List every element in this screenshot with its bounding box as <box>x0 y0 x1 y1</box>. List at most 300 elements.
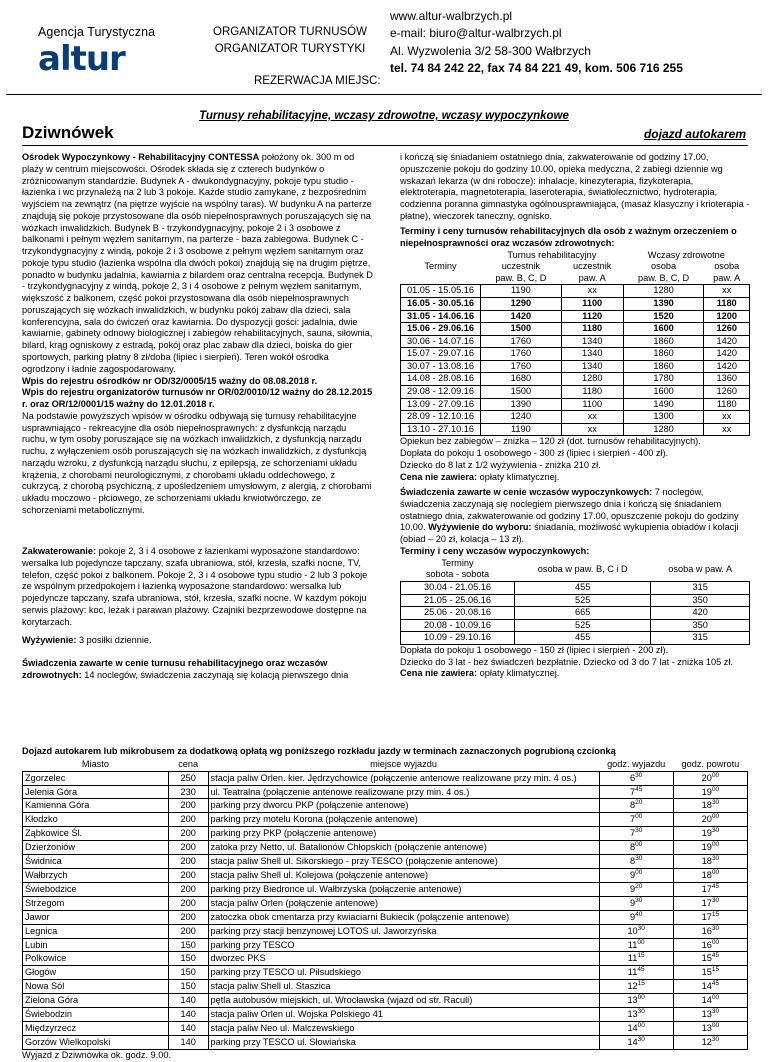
city-cell: Głogów <box>23 966 169 980</box>
price-cell: 1340 <box>561 335 623 348</box>
offer-subtitle: Turnusy rehabilitacyjne, wczasy zdrowotne, wczasy wypoczynkowe <box>199 110 569 122</box>
departure-hour: 8 <box>630 856 636 867</box>
price-cell: 315 <box>651 581 750 594</box>
return-minute: 30 <box>711 799 720 807</box>
holiday-services-section <box>400 487 750 546</box>
term-cell: 21.05 - 25.06.16 <box>401 594 515 607</box>
price-cell: 1200 <box>704 310 750 323</box>
schedule-title: Dojazd autokarem lub mikrobusem za dodatkową opłatą wg poniższego rozkładu jazdy w terminach zaznaczonych pogrubioną czcionką <box>22 746 616 756</box>
price-cell: 1340 <box>561 348 623 361</box>
place-cell: stacja paliw Orlen ul. Wojska Polskiego 41 <box>208 1008 599 1022</box>
rehab-prices-title: Terminy i ceny turnusów rehabilitacyjnych dla osób z ważnym orzeczeniem o niepełnosprawności oraz wczasów zdrowotnych: <box>400 226 737 248</box>
departure-cell <box>599 994 673 1008</box>
price-cell: 1280 <box>561 373 623 386</box>
departure-minute: 15 <box>637 952 645 960</box>
price-cell: 1760 <box>481 335 562 348</box>
price-cell: 1180 <box>704 297 750 310</box>
rehab-prices-section <box>400 226 750 484</box>
departure-minute: 15 <box>637 980 645 988</box>
return-minute: 30 <box>711 827 720 835</box>
price-cell: 1190 <box>481 423 562 436</box>
departure-cell <box>599 952 673 966</box>
transport-label: dojazd autokarem <box>643 127 746 141</box>
rehab-note-1: Opiekun bez zabiegów – zniżka – 120 zł (dot. turnusów rehabilitacyjnych). <box>400 436 701 447</box>
return-cell <box>673 1035 747 1049</box>
holiday-note-3-text: opłaty klimatycznej. <box>477 668 560 679</box>
price-cell: 1780 <box>623 373 704 386</box>
table-row <box>401 411 750 424</box>
departure-cell <box>599 980 673 994</box>
place-cell: stacja paliw Orlen (połączenie antenowe) <box>208 896 599 910</box>
price-cell: 1760 <box>481 360 562 373</box>
header-departure: godz. wyjazdu <box>607 758 666 769</box>
resort-intro-text: położony ok. 300 m od plaży w centrum miejscowości. Ośrodek składa się z czterech budynków o zróżnicowanym standardzie. Budynek A - dwukondygnacyjny, pokoje typu studio - łazienka i wc przynależą na 2 lub 3 pokoje. Każde studio zamykane, z bezpośrednim wyjściem na zewnątrz (na piętrze wyjście na wspólny taras). W budynku A na parterze znajdują się pokoje przystosowane dla osób niepełnosprawnych poruszających się na wózkach inwalidzkich. Budynek B - trzykondygnacyjny, pokoje 2 i 3 osobowe z balkonami i pełnym węzłem sanitarnym, na parterze - baza zabiegowa. Budynek C - trzykondygnacyjny z windą, pokoje 2 i 3 osobowe z pełnym węzłem sanitarnym oraz pokoje typu studio (łazienka wspólna dla dwóch pokoi) znajdują się na drugim piętrze, ponadto w budynku jadalnia, kawiarnia z bilardem oraz centralna recepcja. Budynek D - trzykondygnacyjny z windą, pokoje 2, 3 i 4 osobowe z pełnym węzłem sanitarnym, większość z balkonem, część pokoi przystosowana dla osób niepełnosprawnych poruszających się wózkach inwalidzkich, w budynku pokój zabaw dla dzieci, sala konferencyjna, sala do ćwiczeń oraz kawiarnia. Do dyspozycji gości: jadalnia, dwie kawiarnie, gabinety odnowy biologicznej i zabiegów rehabilitacyjnych, sauna, siłownia, bilard, krąg ogniskowy z estradą, pokój oraz plac zabaw dla dzieci, boiska do gier sportowych, parking płatny 8 zł/doba (lipiec i sierpień). Teren wokół ośrodka ogrodzony i ładnie zagospodarowany. <box>22 152 373 374</box>
departure-cell <box>599 827 673 841</box>
departure-minute: 30 <box>635 827 643 835</box>
price-cell: 200 <box>168 910 208 924</box>
return-note: Wyjazd z Dziwnówka ok. godz. 9.00. <box>22 1049 172 1060</box>
departure-hour: 13 <box>627 1009 638 1020</box>
table-row <box>401 386 750 399</box>
table-row <box>401 285 750 298</box>
city-cell: Polkowice <box>23 952 169 966</box>
departure-minute: 00 <box>637 994 645 1002</box>
table-row <box>401 360 750 373</box>
price-cell: 1680 <box>481 373 562 386</box>
table-row <box>23 813 748 827</box>
departure-hour: 10 <box>627 925 638 936</box>
table-row <box>23 1021 748 1035</box>
price-cell: 1260 <box>704 323 750 336</box>
return-cell <box>673 1008 747 1022</box>
term-cell: 30.07 - 13.08.16 <box>401 360 481 373</box>
departure-hour: 7 <box>630 828 636 839</box>
departure-cell <box>599 910 673 924</box>
return-minute: 45 <box>711 980 720 988</box>
price-cell: 1340 <box>561 360 623 373</box>
return-hour: 18 <box>701 870 712 881</box>
return-minute: 30 <box>711 855 720 863</box>
phone-numbers: tel. 74 84 242 22, fax 74 84 221 49, kom. 506 716 255 <box>390 61 683 76</box>
rehab-services-text: 14 noclegów, świadczenia zaczynają się kolacją pierwszego dnia <box>81 669 349 680</box>
price-cell: 1290 <box>481 297 562 310</box>
logo-agency-text: Agencja Turystyczna <box>38 25 156 39</box>
table-row <box>23 785 748 799</box>
place-cell: parking przy TESCO ul. Piłsudskiego <box>208 966 599 980</box>
term-cell: 29.08 - 12.09.16 <box>401 386 481 399</box>
return-minute: 00 <box>711 785 720 793</box>
price-cell: 350 <box>651 594 750 607</box>
registry-entry-1: Wpis do rejestru ośrodków nr OD/32/0005/15 ważny do 08.08.2018 r. <box>22 375 318 386</box>
header-col1-b: paw. B, C, D <box>495 272 547 283</box>
return-minute: 15 <box>711 966 720 974</box>
departure-hour: 7 <box>630 786 636 797</box>
city-cell: Kamienna Góra <box>23 799 169 813</box>
table-row <box>23 1035 748 1049</box>
table-row <box>23 1008 748 1022</box>
header-health: Wczasy zdrowotne <box>647 249 725 260</box>
departure-minute: 00 <box>637 1021 645 1029</box>
return-minute: 00 <box>711 1021 720 1029</box>
table-row <box>401 398 750 411</box>
return-minute: 45 <box>711 952 720 960</box>
return-cell <box>673 869 747 883</box>
return-hour: 17 <box>701 897 712 908</box>
price-cell: 1120 <box>561 310 623 323</box>
return-minute: 30 <box>711 896 720 904</box>
resort-name: Ośrodek Wypoczynkowy - Rehabilitacyjny CONTESSA <box>22 152 260 162</box>
table-row <box>401 619 750 632</box>
organizer-line-1: ORGANIZATOR TURNUSÓW <box>213 26 367 38</box>
term-cell: 30.06 - 14.07.16 <box>401 335 481 348</box>
table-row <box>23 896 748 910</box>
departure-minute: 30 <box>635 771 643 779</box>
return-cell <box>673 938 747 952</box>
departure-hour: 13 <box>627 995 638 1006</box>
departure-hour: 9 <box>630 870 636 881</box>
city-cell: Zielona Góra <box>23 994 169 1008</box>
return-hour: 14 <box>701 995 712 1006</box>
departure-cell <box>599 924 673 938</box>
table-row <box>401 581 750 594</box>
header-divider <box>6 94 762 95</box>
organizer-line-2: ORGANIZATOR TURYSTYKI <box>214 42 366 55</box>
departure-minute: 40 <box>635 910 643 918</box>
price-cell: 140 <box>168 1008 208 1022</box>
price-cell: 1860 <box>623 348 704 361</box>
accommodation-text: pokoje 2, 3 i 4 osobowe z łazienkami wyposażone standardowo: wersalka lub pojedyncze tapczany, szafa ubraniowa, stół, krzesła, szafki nocne, TV, telefon, część pokoi z balkonem. Pokoje 2, 3 i 4 osobowe typu studio - 2 lub 3 pokoje ze wspólnym przedpokojem i łazienką wyposażone standardowo: wersalka lub pojedyncze tapczany, szafa ubraniowa, stół, krzesła, szafki nocne. W każdym pokoju serwis plażowy: koc, leżak i parawan plażowy. Czajniki bezprzewodowe dostępne na korytarzach. <box>22 546 368 627</box>
departure-hour: 8 <box>630 800 636 811</box>
price-cell: 1490 <box>623 398 704 411</box>
departure-cell <box>599 896 673 910</box>
return-cell <box>673 952 747 966</box>
return-hour: 13 <box>701 1009 712 1020</box>
price-cell: 1420 <box>704 348 750 361</box>
contact-info <box>390 8 683 78</box>
price-cell: xx <box>704 423 750 436</box>
return-cell <box>673 994 747 1008</box>
departure-cell <box>599 841 673 855</box>
place-cell: stacja paliw Shell ul. Staszica <box>208 980 599 994</box>
header-col4-a: osoba <box>714 261 740 272</box>
table-row <box>23 938 748 952</box>
term-cell: 01.05 - 15.05.16 <box>401 285 481 298</box>
price-cell: 140 <box>168 1035 208 1049</box>
price-cell: 1190 <box>481 285 562 298</box>
return-cell <box>673 1021 747 1035</box>
price-cell: 1360 <box>704 373 750 386</box>
place-cell: parking przy stacji benzynowej LOTOS ul. Jaworzyńska <box>208 924 599 938</box>
price-cell: 140 <box>168 994 208 1008</box>
price-cell: 525 <box>515 619 651 632</box>
price-cell: 1860 <box>623 335 704 348</box>
departure-cell <box>599 855 673 869</box>
table-row <box>23 869 748 883</box>
table-row <box>23 980 748 994</box>
departure-hour: 14 <box>627 1036 638 1047</box>
header-place: miejsce wyjazdu <box>370 758 437 769</box>
return-hour: 19 <box>701 842 712 853</box>
return-cell <box>673 980 747 994</box>
return-hour: 16 <box>701 939 712 950</box>
return-minute: 00 <box>711 813 720 821</box>
bus-schedule-section <box>22 746 752 1062</box>
header-price: cena <box>178 758 199 769</box>
place-cell: ul. Teatralna (połączenie antenowe realizowane przy min. 4 os.) <box>208 785 599 799</box>
accommodation-label: Zakwaterowanie: <box>22 546 97 556</box>
return-hour: 15 <box>701 967 712 978</box>
departure-cell <box>599 1035 673 1049</box>
price-cell: 1500 <box>481 323 562 336</box>
return-hour: 17 <box>701 911 712 922</box>
email-link[interactable]: e-mail: biuro@altur-walbrzych.pl <box>390 26 562 41</box>
place-cell: parking przy TESCO <box>208 938 599 952</box>
departure-minute: 00 <box>635 869 643 877</box>
price-cell: 455 <box>515 581 651 594</box>
departure-cell <box>599 869 673 883</box>
place-cell: zatoka przy Netto, ul. Batalionów Chłopskich (połączenie antenowe) <box>208 841 599 855</box>
table-row <box>23 799 748 813</box>
return-hour: 20 <box>701 772 712 783</box>
departure-minute: 00 <box>635 841 643 849</box>
table-row <box>401 373 750 386</box>
return-hour: 14 <box>701 981 712 992</box>
accommodation-section <box>22 546 374 628</box>
city-cell: Wałbrzych <box>23 869 169 883</box>
price-cell: 250 <box>168 771 208 785</box>
holiday-price-table <box>400 558 750 645</box>
website-link[interactable]: www.altur-walbrzych.pl <box>390 9 513 23</box>
return-cell <box>673 813 747 827</box>
price-cell: xx <box>561 423 623 436</box>
price-cell: 1390 <box>481 398 562 411</box>
term-cell: 28.09 - 12.10.16 <box>401 411 481 424</box>
rehab-services-cont-text: i kończą się śniadaniem ostatniego dnia, zakwaterowanie od godziny 17.00, opuszczenie pokoju do godziny 10.00, opieka medyczna, 2 zabiegi dziennie wg wskazań lekarza (w dni robocze): inhalacje, kinezyterapia, fizykoterapia, elektroterapia, magnetoterapia, laseroterapia, światłolecznictwo, hydroterapia, codzienna poranna gimnastyka ogólnousprawniająca, (masaż klasyczny i krioterapia - płatne), wieczorek taneczny, ognisko. <box>400 152 750 221</box>
departure-cell <box>599 785 673 799</box>
return-hour: 17 <box>701 883 712 894</box>
header-city: Miasto <box>81 758 109 769</box>
return-cell <box>673 910 747 924</box>
price-cell: 1240 <box>481 411 562 424</box>
term-cell: 30.04 - 21.05.16 <box>401 581 515 594</box>
term-cell: 15.06 - 29.06.16 <box>401 323 481 336</box>
price-cell: 1280 <box>623 285 704 298</box>
price-cell: 150 <box>168 938 208 952</box>
header-a: osoba w paw. A <box>668 563 733 574</box>
price-cell: 1420 <box>704 360 750 373</box>
meals-label: Wyżywienie: <box>22 635 77 645</box>
price-cell: 200 <box>168 882 208 896</box>
table-row <box>23 855 748 869</box>
destination-title: Dziwnówek <box>22 123 114 142</box>
term-cell: 13.09 - 27.09.16 <box>401 398 481 411</box>
return-cell <box>673 966 747 980</box>
term-cell: 14.08 - 28.08.16 <box>401 373 481 386</box>
table-row <box>23 771 748 785</box>
return-minute: 00 <box>711 938 720 946</box>
price-cell: 1180 <box>561 386 623 399</box>
departure-hour: 9 <box>630 911 636 922</box>
return-hour: 18 <box>701 856 712 867</box>
table-row <box>401 423 750 436</box>
city-cell: Lubin <box>23 938 169 952</box>
departure-hour: 11 <box>627 967 638 978</box>
price-cell: 1760 <box>481 348 562 361</box>
price-cell: 1100 <box>561 398 623 411</box>
price-cell: 150 <box>168 966 208 980</box>
header-terms <box>401 558 515 582</box>
meals-text: 3 posiłki dziennie. <box>76 635 152 645</box>
city-cell: Zgorzelec <box>23 771 169 785</box>
rehab-services-label: Świadczenia zawarte w cenie turnusu rehabilitacyjnego oraz wczasów zdrowotnych: <box>22 658 328 680</box>
table-row <box>401 594 750 607</box>
price-cell: 1390 <box>623 297 704 310</box>
holiday-services-text: 7 noclegów, świadczenia zaczynają się noclegiem pierwszego dnia i kończą się śniadaniem ostatniego dnia, zakwaterowanie od godziny 17.00, opuszczenie pokoju do godziny 10.00. <box>400 487 739 533</box>
price-cell: 1300 <box>623 411 704 424</box>
return-hour: 16 <box>701 925 712 936</box>
return-hour: 13 <box>701 1022 712 1033</box>
organizer-info <box>200 24 380 57</box>
term-cell: 10.09 - 29.10.16 <box>401 632 515 645</box>
header-return: godz. powrotu <box>681 758 740 769</box>
place-cell: stacja paliw Neo ul. Malczewskiego <box>208 1021 599 1035</box>
price-cell: 455 <box>515 632 651 645</box>
header-col2-a: uczestnik <box>573 261 612 272</box>
price-cell: 150 <box>168 980 208 994</box>
departure-hour: 9 <box>630 883 636 894</box>
holiday-food-label: Wyżywienie do wyboru: <box>428 522 532 533</box>
logo-brand: altur <box>38 39 125 79</box>
bus-schedule-table <box>22 758 748 1050</box>
return-cell <box>673 855 747 869</box>
header-bcd: osoba w paw. B, C i D <box>537 563 628 574</box>
departure-cell <box>599 938 673 952</box>
place-cell: parking przy dworcu PKP (połączenie antenowe) <box>208 799 599 813</box>
price-cell: 420 <box>651 607 750 620</box>
price-cell: 1860 <box>623 360 704 373</box>
return-hour: 15 <box>701 953 712 964</box>
price-cell: 1180 <box>704 398 750 411</box>
rehab-services-continued <box>400 152 750 223</box>
city-cell: Jawor <box>23 910 169 924</box>
table-row <box>23 841 748 855</box>
place-cell: parking przy PKP (połączenie antenowe) <box>208 827 599 841</box>
price-cell: 1420 <box>481 310 562 323</box>
price-cell: 200 <box>168 799 208 813</box>
price-cell: 525 <box>515 594 651 607</box>
rehab-services-section <box>22 658 374 682</box>
departure-cell <box>599 813 673 827</box>
departure-minute: 30 <box>637 1035 645 1043</box>
return-minute: 00 <box>711 771 720 779</box>
price-cell: 200 <box>168 869 208 883</box>
price-cell: 1420 <box>704 335 750 348</box>
place-cell: parking przy motelu Korona (połączenie antenowe) <box>208 813 599 827</box>
departure-cell <box>599 966 673 980</box>
term-cell: 20.08 - 10.09.16 <box>401 619 515 632</box>
table-row <box>23 882 748 896</box>
departure-cell <box>599 1021 673 1035</box>
header-terms-2: sobota - sobota <box>425 569 490 580</box>
return-minute: 00 <box>711 869 720 877</box>
price-cell: xx <box>561 411 623 424</box>
registry-note: Na podstawie powyższych wpisów w ośrodku odbywają się turnusy rehabilitacyjne usprawniająco - rekreacyjne dla osób niepełnosprawnych: z dysfunkcją narządu ruchu, w tym osoby poruszające się na wózkach inwalidzkich, z dysfunkcją narządu ruchu, z wyłączeniem osób poruszających się na wózkach inwalidzkich, z dysfunkcją narządu wzroku, z dysfunkcją narządu słuchu, z epilepsją, ze schorzeniami układu krążenia, z chorobami neurologicznymi, z chorobami układu oddechowego, z cukrzycą, z chorobą psychiczną, z upośledzeniem umysłowym, z alergią, z chorobami układu moczowo - płciowego, ze schorzeniami układu krwiotwórczego, ze schorzeniami metabolicznymi. <box>22 410 372 515</box>
place-cell: stacja paliw Shell ul. Kolejowa (połączenie antenowe) <box>208 869 599 883</box>
place-cell: zatoczka obok cmentarza przy kwiaciarni Bukiecik (połączenie antenowe) <box>208 910 599 924</box>
holiday-food-text: śniadania, możliwość wykupienia obiadów i kolacji (obiad – 20 zł, kolacja – 13 zł). <box>400 522 739 545</box>
price-cell: 1280 <box>623 423 704 436</box>
holiday-note-2: Dziecko do 3 lat - bez świadczeń bezpłatnie. Dziecko od 3 do 7 lat - zniżka 105 zł. <box>400 656 733 667</box>
departure-minute: 45 <box>637 966 645 974</box>
city-cell: Kłodzko <box>23 813 169 827</box>
departure-hour: 11 <box>627 939 638 950</box>
departure-minute: 00 <box>637 938 645 946</box>
price-cell: 230 <box>168 785 208 799</box>
price-cell: 1600 <box>623 323 704 336</box>
registry-entry-2: Wpis do rejestru organizatorów turnusów nr OR/02/0010/12 ważny do 28.12.2015 r. oraz OR/12/0001/15 ważny do 12.01.2018 r. <box>22 387 373 410</box>
price-cell: 140 <box>168 1021 208 1035</box>
return-cell <box>673 896 747 910</box>
price-cell: 200 <box>168 813 208 827</box>
holiday-note-1: Dopłata do pokoju 1 osobowego - 150 zł (lipiec i sierpień - 200 zł). <box>400 644 669 655</box>
city-cell: Świebodzin <box>23 1008 169 1022</box>
price-cell: 200 <box>168 841 208 855</box>
return-hour: 18 <box>701 800 712 811</box>
departure-minute: 45 <box>635 785 643 793</box>
return-hour: 12 <box>701 1036 712 1047</box>
table-row <box>401 348 750 361</box>
city-cell: Gorzów Wielkopolski <box>23 1035 169 1049</box>
reservation-label: REZERWACJA MIEJSC: <box>254 75 381 87</box>
price-cell: 150 <box>168 952 208 966</box>
departure-minute: 30 <box>635 896 643 904</box>
return-minute: 30 <box>711 1008 720 1016</box>
resort-intro <box>22 152 374 376</box>
header-terms: Terminy <box>424 261 457 272</box>
place-cell: dworzec PKS <box>208 952 599 966</box>
address: Al. Wyzwolenia 3/2 58-300 Wałbrzych <box>390 43 591 58</box>
price-cell: xx <box>561 285 623 298</box>
rehab-note-4-label: Cena nie zawiera: <box>400 471 478 482</box>
price-cell: 200 <box>168 827 208 841</box>
departure-cell <box>599 882 673 896</box>
departure-hour: 14 <box>627 1022 638 1033</box>
header-col3-a: osoba <box>651 261 677 272</box>
table-row <box>23 994 748 1008</box>
term-cell: 15.07 - 29.07.16 <box>401 348 481 361</box>
place-cell: pętla autobusów miejskich, ul. Wrocławska (wjazd od str. Raculi) <box>208 994 599 1008</box>
departure-minute: 20 <box>635 882 643 890</box>
city-cell: Międzyrzecz <box>23 1021 169 1035</box>
price-cell: xx <box>704 285 750 298</box>
table-row <box>401 297 750 310</box>
table-row <box>23 966 748 980</box>
departure-hour: 11 <box>627 953 638 964</box>
holiday-prices-section <box>400 546 750 680</box>
price-cell: 1100 <box>561 297 623 310</box>
departure-cell <box>599 799 673 813</box>
departure-cell <box>599 1008 673 1022</box>
return-cell <box>673 799 747 813</box>
meals-section <box>22 635 374 647</box>
header-col1-a: uczestnik <box>501 261 540 272</box>
term-cell: 25.06 - 20.08.16 <box>401 607 515 620</box>
table-row <box>23 827 748 841</box>
rehab-note-4-text: opłaty klimatycznej. <box>477 471 560 482</box>
header-col4-b: paw. A <box>713 272 741 283</box>
header-terms-1: Terminy <box>441 557 474 568</box>
return-cell <box>673 841 747 855</box>
